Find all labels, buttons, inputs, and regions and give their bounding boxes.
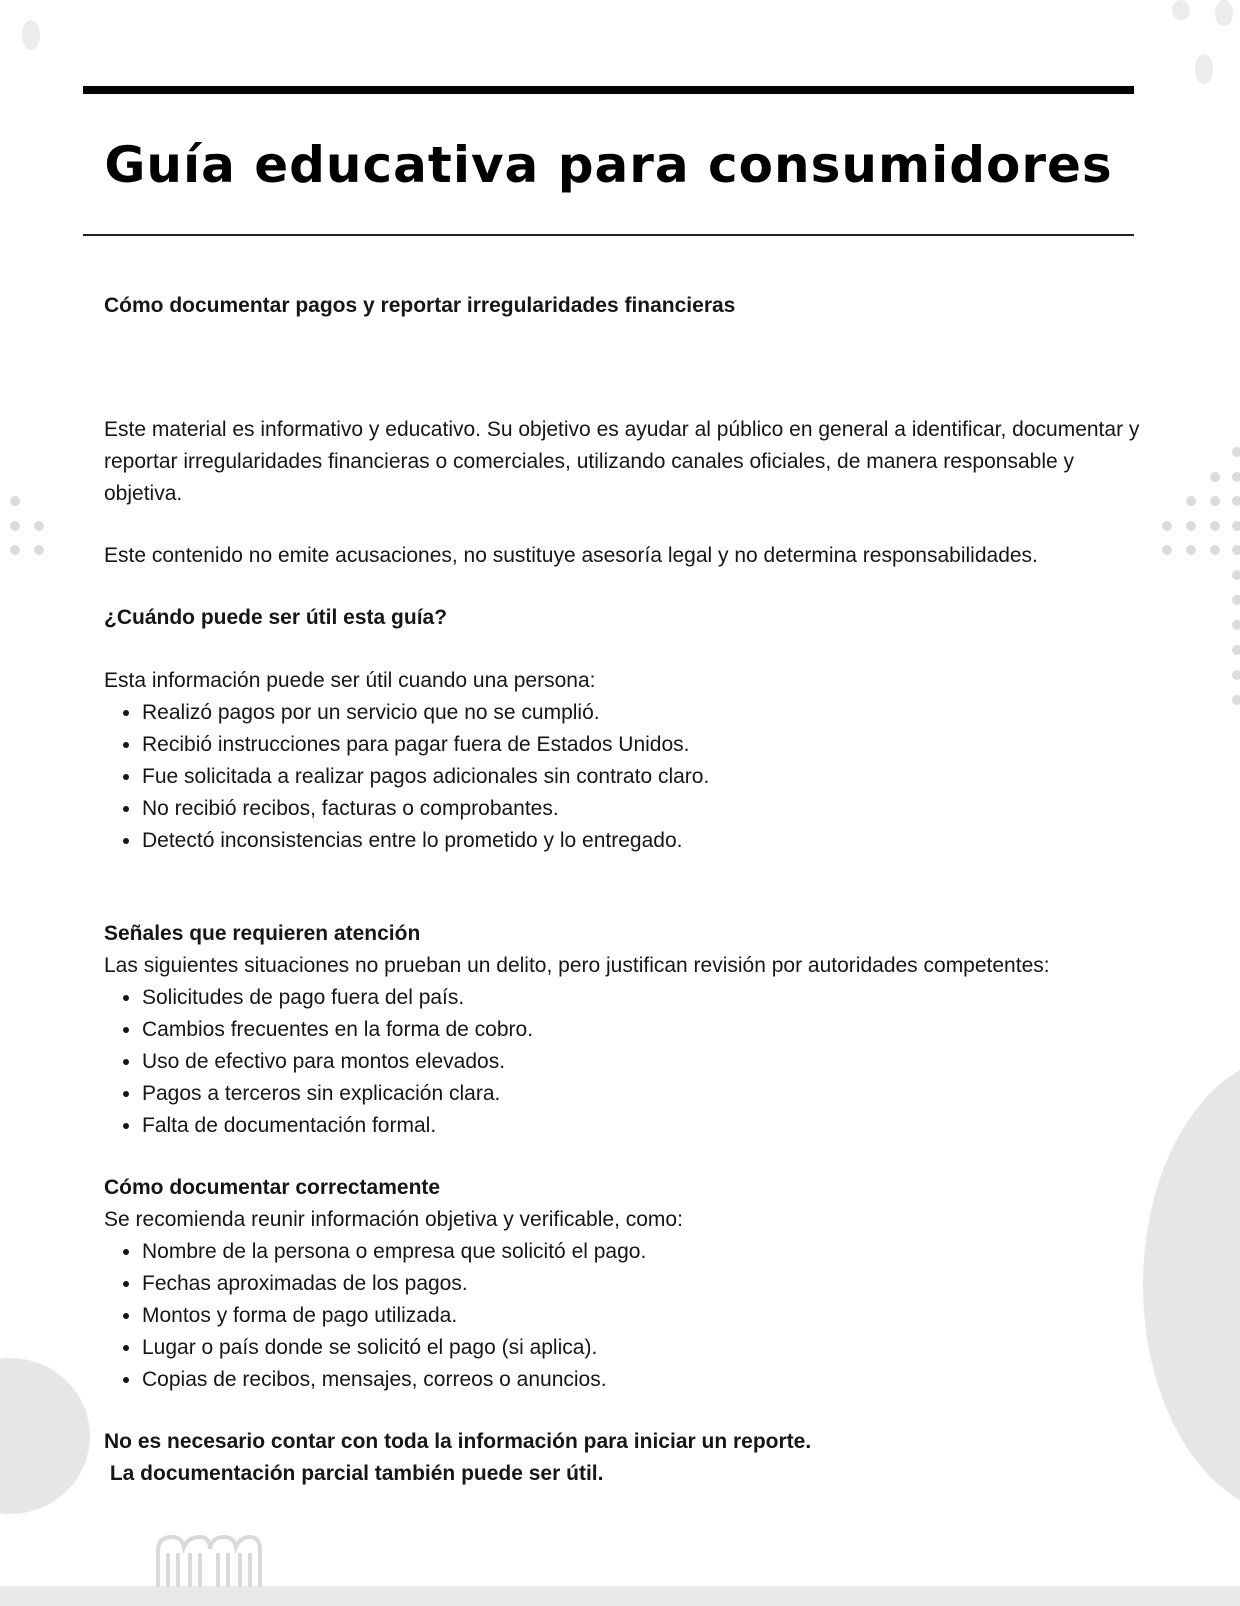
section-lead-usefulness: Esta información puede ser útil cuando una persona: (104, 669, 596, 692)
dot-decoration (10, 496, 20, 506)
section-heading-documentation: Cómo documentar correctamente (104, 1176, 441, 1199)
dot-decoration (1232, 570, 1240, 580)
dot-decoration (34, 545, 44, 555)
intro-paragraph: Este material es informativo y educativo. Su objetivo es ayudar al público en general a identificar, documentar y reportar irregularidades financieras o comerciales, utilizando canales oficiales, de manera responsable y objetiva. (104, 418, 1140, 505)
dot-decoration (1232, 670, 1240, 680)
list-item: • No recibió recibos, facturas o comprobantes. (142, 793, 1144, 825)
section-heading-usefulness: ¿Cuándo puede ser útil esta guía? (104, 606, 448, 629)
list-item: • Copias de recibos, mensajes, correos o anuncios. (142, 1364, 1144, 1396)
list-item: • Cambios frecuentes en la forma de cobro. (142, 1014, 1144, 1046)
droplet-decoration (1215, 0, 1233, 26)
dot-decoration (1186, 521, 1196, 531)
dot-decoration (1232, 695, 1240, 705)
dot-decoration (1162, 545, 1172, 555)
list-item: • Montos y forma de pago utilizada. (142, 1300, 1144, 1332)
droplet-decoration (1195, 54, 1213, 84)
dot-decoration (1232, 447, 1240, 457)
documentation-list (104, 1236, 1144, 1396)
signals-list (104, 982, 1144, 1142)
disclaimer-paragraph: Este contenido no emite acusaciones, no sustituye asesoría legal y no determina responsabilidades. (104, 544, 1038, 567)
document-subtitle: Cómo documentar pagos y reportar irregularidades financieras (104, 294, 736, 317)
building-columns-logo-icon (152, 1531, 264, 1592)
list-item: • Fechas aproximadas de los pagos. (142, 1268, 1144, 1300)
dot-decoration (1232, 521, 1240, 531)
list-item: • Realizó pagos por un servicio que no se cumplió. (142, 697, 1144, 729)
dot-decoration (10, 545, 20, 555)
dot-decoration (1210, 521, 1220, 531)
dot-decoration (1232, 620, 1240, 630)
title-divider (83, 234, 1134, 236)
dot-decoration (1186, 496, 1196, 506)
page-title: Guía educativa para consumidores (104, 136, 1113, 194)
dot-decoration (1210, 496, 1220, 506)
list-item: • Lugar o país donde se solicitó el pago (si aplica). (142, 1332, 1144, 1364)
section-lead-documentation: Se recomienda reunir información objetiva y verificable, como: (104, 1208, 683, 1231)
dot-decoration (10, 521, 20, 531)
dot-decoration (1232, 645, 1240, 655)
list-item: • Falta de documentación formal. (142, 1110, 1144, 1142)
circle-decoration-right (1143, 1055, 1240, 1515)
section-heading-signals: Señales que requieren atención (104, 922, 421, 945)
list-item: • Pagos a terceros sin explicación clara. (142, 1078, 1144, 1110)
list-item: • Uso de efectivo para montos elevados. (142, 1046, 1144, 1078)
list-item: • Nombre de la persona o empresa que solicitó el pago. (142, 1236, 1144, 1268)
list-item: • Solicitudes de pago fuera del país. (142, 982, 1144, 1014)
document-body (104, 290, 1144, 1490)
list-item: • Recibió instrucciones para pagar fuera de Estados Unidos. (142, 729, 1144, 761)
dot-decoration (1232, 472, 1240, 482)
dot-decoration (1232, 545, 1240, 555)
droplet-decoration (1172, 0, 1190, 20)
droplet-decoration (22, 20, 40, 50)
dot-decoration (1186, 545, 1196, 555)
dot-decoration (1210, 472, 1220, 482)
section-lead-signals: Las siguientes situaciones no prueban un delito, pero justifican revisión por autoridades competentes: (104, 954, 1050, 977)
circle-decoration-left (0, 1358, 90, 1514)
dot-decoration (1232, 595, 1240, 605)
dot-decoration (1162, 521, 1172, 531)
top-rule (83, 86, 1134, 94)
list-item: • Detectó inconsistencias entre lo prometido y lo entregado. (142, 825, 1144, 857)
dot-decoration (1210, 545, 1220, 555)
dot-decoration (34, 521, 44, 531)
closing-note-secondary: La documentación parcial también puede ser útil. (104, 1462, 604, 1485)
closing-note: No es necesario contar con toda la información para iniciar un reporte. (104, 1430, 812, 1453)
usefulness-list (104, 697, 1144, 857)
dot-decoration (1232, 496, 1240, 506)
list-item: • Fue solicitada a realizar pagos adicionales sin contrato claro. (142, 761, 1144, 793)
